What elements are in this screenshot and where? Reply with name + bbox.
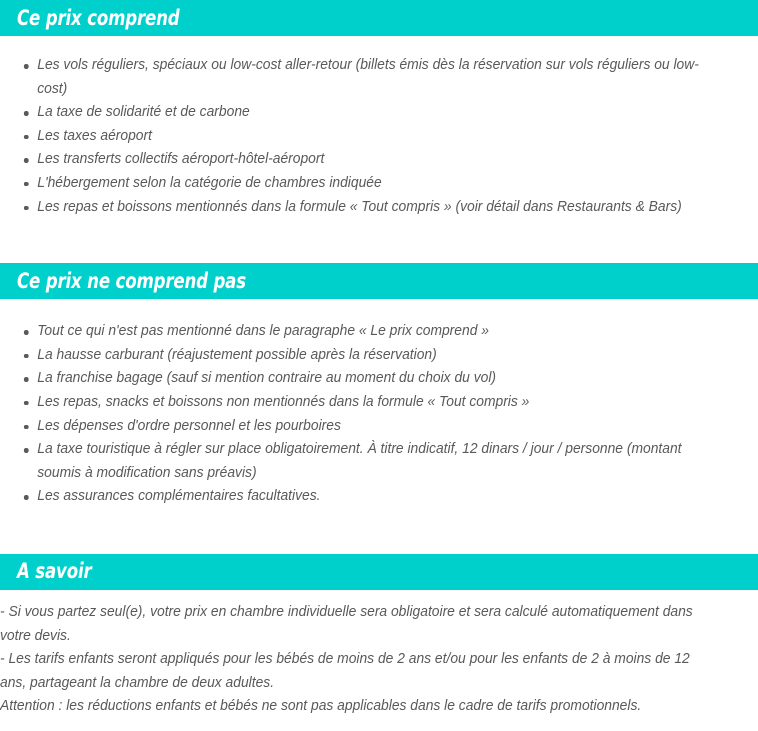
included-list — [0, 54, 758, 219]
list-item: Les transferts collectifs aéroport-hôtel-aéroport — [0, 148, 724, 172]
section-title: Ce prix ne comprend pas — [17, 268, 246, 293]
excluded-list — [0, 320, 758, 509]
list-item: La hausse carburant (réajustement possible après la réservation) — [0, 344, 724, 368]
section-header-a-savoir — [0, 554, 758, 590]
spacer — [0, 299, 758, 320]
note-paragraph: - Si vous partez seul(e), votre prix en chambre individuelle sera obligatoire et sera calculé automatiquement dans votre devis. — [0, 603, 693, 644]
section-title: A savoir — [17, 559, 92, 584]
list-item: Tout ce qui n'est pas mentionné dans le paragraphe « Le prix comprend » — [0, 320, 724, 344]
list-item: Les assurances complémentaires facultatives. — [0, 485, 724, 509]
spacer — [0, 36, 758, 54]
list-item: Les repas, snacks et boissons non mentionnés dans la formule « Tout compris » — [0, 391, 724, 415]
section-title: Ce prix comprend — [17, 5, 180, 30]
list-item: Les repas et boissons mentionnés dans la formule « Tout compris » (voir détail dans Restaurants & Bars) — [0, 196, 724, 220]
notes-block — [0, 601, 758, 719]
list-item: Les dépenses d'ordre personnel et les pourboires — [0, 415, 724, 439]
list-item: Les vols réguliers, spéciaux ou low-cost aller-retour (billets émis dès la réservation sur vols réguliers ou low-cost) — [0, 54, 724, 101]
spacer — [0, 590, 758, 601]
list-item: Les taxes aéroport — [0, 125, 724, 149]
list-item: La taxe touristique à régler sur place obligatoirement. À titre indicatif, 12 dinars / jour / personne (montant soumis à modification sans préavis) — [0, 438, 724, 485]
note-paragraph: Attention : les réductions enfants et bébés ne sont pas applicables dans le cadre de tarifs promotionnels. — [0, 698, 642, 715]
spacer — [0, 509, 758, 554]
list-item: La franchise bagage (sauf si mention contraire au moment du choix du vol) — [0, 367, 724, 391]
note-paragraph: - Les tarifs enfants seront appliqués pour les bébés de moins de 2 ans et/ou pour les enfants de 2 à moins de 12 ans, partageant la chambre de deux adultes. — [0, 651, 690, 691]
list-item: La taxe de solidarité et de carbone — [0, 101, 724, 125]
section-header-ce-prix-ne-comprend-pas — [0, 263, 758, 299]
list-item: L'hébergement selon la catégorie de chambres indiquée — [0, 172, 724, 196]
section-header-ce-prix-comprend — [0, 0, 758, 36]
spacer — [0, 219, 758, 263]
